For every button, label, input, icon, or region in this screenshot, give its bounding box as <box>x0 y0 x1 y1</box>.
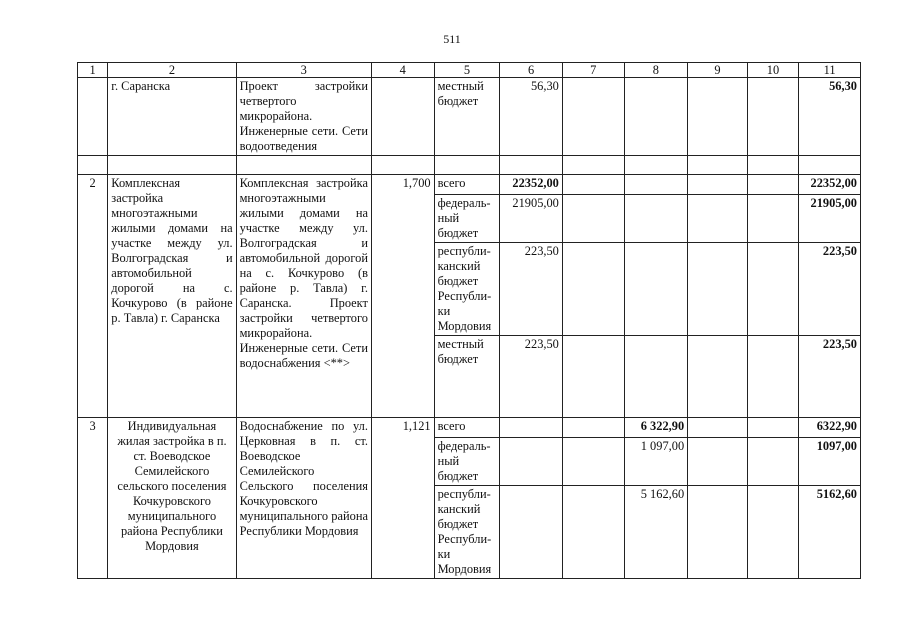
page-number: 511 <box>443 32 461 46</box>
header-cell: 9 <box>688 63 748 78</box>
value-cell <box>747 438 799 486</box>
funding-source-cell: всего <box>434 175 500 195</box>
column-number-row <box>78 63 861 78</box>
object-name-cell: Индивидуальная жилая застройка в п. ст. Воеводское Семилейского сельского поселения Кочкуровского муниципального района Республики Мордовия <box>108 418 236 579</box>
value-cell <box>562 243 624 336</box>
value-cell <box>624 195 688 243</box>
project-name-cell: Водоснабжение по ул. Церковная в п. ст. Воеводское Семилейского Сельского поселения Кочкуровского муниципального района Республики Мордовия <box>236 418 371 579</box>
value-cell <box>747 418 799 438</box>
header-cell: 4 <box>371 63 434 78</box>
value-cell <box>624 175 688 195</box>
value-cell: 22352,00 <box>500 175 563 195</box>
value-cell <box>562 486 624 579</box>
value-cell <box>688 438 748 486</box>
header-cell: 10 <box>747 63 799 78</box>
value-cell: 1 097,00 <box>624 438 688 486</box>
total-cell: 223,50 <box>799 243 861 336</box>
value-cell <box>688 243 748 336</box>
total-cell: 1097,00 <box>799 438 861 486</box>
value-cell: 223,50 <box>500 243 563 336</box>
value-cell <box>747 175 799 195</box>
value-cell <box>562 418 624 438</box>
total-cell: 6322,90 <box>799 418 861 438</box>
value-cell <box>562 336 624 418</box>
capacity-cell <box>371 78 434 156</box>
value-cell <box>747 486 799 579</box>
funding-source-cell: местный бюджет <box>434 336 500 418</box>
table-row <box>78 78 861 156</box>
value-cell <box>747 243 799 336</box>
total-cell: 223,50 <box>799 336 861 418</box>
value-cell <box>747 336 799 418</box>
total-cell: 5162,60 <box>799 486 861 579</box>
value-cell <box>624 243 688 336</box>
funding-source-cell: республи-канский бюджет Республи-ки Мордовия <box>434 486 500 579</box>
header-cell: 11 <box>799 63 861 78</box>
value-cell <box>500 418 563 438</box>
value-cell <box>688 486 748 579</box>
header-cell: 3 <box>236 63 371 78</box>
value-cell <box>747 195 799 243</box>
project-name-cell: Комплексная застройка многоэтажными жилыми домами на участке между ул. Волгоградская и автомобильной дорогой на с. Кочкурово (в районе р. Тавла) г. Саранска. Проект застройки четвертого микрорайона. Инженерные сети. Сети водоснабжения <**> <box>236 175 371 418</box>
object-name-cell: Комплексная застройка многоэтажными жилыми домами на участке между ул. Волгоградская и автомобильной дорогой на с. Кочкурово (в районе р. Тавла) г. Саранска <box>108 175 236 418</box>
header-cell: 7 <box>562 63 624 78</box>
funding-source-cell: федераль-ный бюджет <box>434 195 500 243</box>
budget-table <box>77 62 861 579</box>
value-cell <box>747 78 799 156</box>
value-cell: 56,30 <box>500 78 563 156</box>
funding-source-cell: республи-канский бюджет Республи-ки Мордовия <box>434 243 500 336</box>
funding-source-cell: местный бюджет <box>434 78 500 156</box>
value-cell: 6 322,90 <box>624 418 688 438</box>
value-cell <box>688 175 748 195</box>
value-cell <box>624 336 688 418</box>
row-number-cell: 3 <box>78 418 108 579</box>
value-cell <box>562 195 624 243</box>
value-cell <box>500 438 563 486</box>
capacity-cell: 1,121 <box>371 418 434 579</box>
value-cell <box>688 336 748 418</box>
header-cell: 8 <box>624 63 688 78</box>
total-cell: 21905,00 <box>799 195 861 243</box>
table-row <box>78 175 861 195</box>
header-cell: 6 <box>500 63 563 78</box>
header-cell: 2 <box>108 63 236 78</box>
capacity-cell: 1,700 <box>371 175 434 418</box>
value-cell <box>688 78 748 156</box>
value-cell: 5 162,60 <box>624 486 688 579</box>
header-cell: 1 <box>78 63 108 78</box>
funding-source-cell: федераль-ный бюджет <box>434 438 500 486</box>
value-cell <box>688 195 748 243</box>
total-cell: 56,30 <box>799 78 861 156</box>
row-number-cell: 2 <box>78 175 108 418</box>
value-cell <box>500 486 563 579</box>
value-cell <box>688 418 748 438</box>
funding-source-cell: всего <box>434 418 500 438</box>
row-number-cell <box>78 78 108 156</box>
value-cell: 21905,00 <box>500 195 563 243</box>
total-cell: 22352,00 <box>799 175 861 195</box>
object-name-cell: г. Саранска <box>108 78 236 156</box>
table-row-spacer <box>78 156 861 175</box>
project-name-cell: Проект застройки четвертого микрорайона. Инженерные сети. Сети водоотведения <box>236 78 371 156</box>
value-cell <box>562 438 624 486</box>
header-cell: 5 <box>434 63 500 78</box>
value-cell <box>562 175 624 195</box>
table-row <box>78 418 861 438</box>
value-cell <box>562 78 624 156</box>
value-cell <box>624 78 688 156</box>
value-cell: 223,50 <box>500 336 563 418</box>
